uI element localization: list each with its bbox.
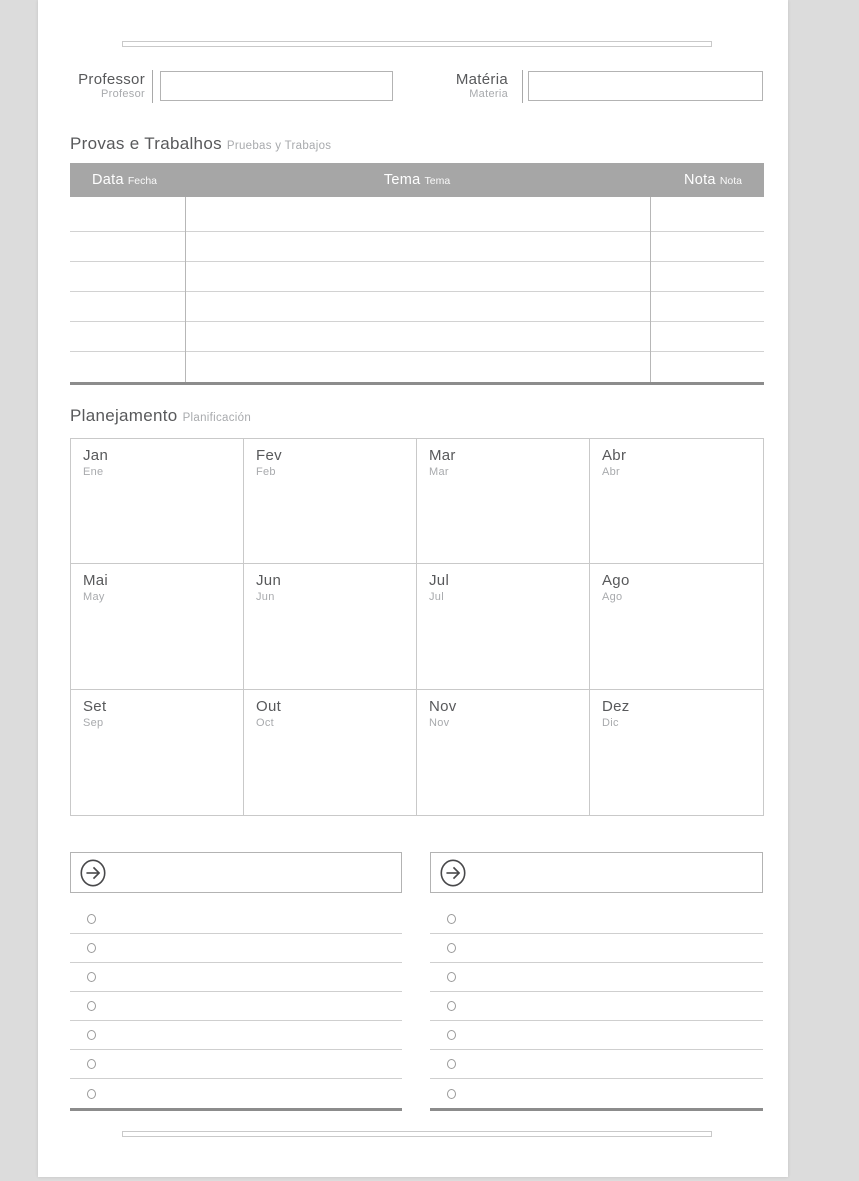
- materia-field-label: [401, 71, 508, 101]
- todo-item[interactable]: [430, 992, 763, 1021]
- exams-section-title: [70, 134, 331, 154]
- cell-nota[interactable]: [650, 232, 764, 261]
- todo-column-right: [430, 852, 763, 1111]
- bottom-decorative-bar: [122, 1131, 712, 1137]
- month-cell[interactable]: [244, 564, 417, 689]
- todo-item[interactable]: [70, 1050, 402, 1079]
- month-sublabel: Abr: [602, 466, 621, 478]
- month-label: Ago: [602, 572, 630, 590]
- todo-item[interactable]: [70, 1021, 402, 1050]
- month-sublabel: Ago: [602, 591, 623, 604]
- materia-sublabel: Materia: [469, 88, 508, 100]
- todo-circle-checkbox[interactable]: [447, 972, 456, 982]
- exams-table-header: [70, 163, 764, 197]
- professor-field-divider: [152, 70, 153, 103]
- month-label: Mar: [429, 447, 456, 464]
- month-cell[interactable]: [244, 690, 417, 815]
- month-sublabel: Jul: [429, 591, 444, 604]
- cell-data[interactable]: [70, 197, 185, 231]
- table-row: [70, 262, 764, 292]
- month-label: Jul: [429, 572, 450, 590]
- materia-input[interactable]: [528, 71, 763, 101]
- exams-subtitle: Pruebas y Trabajos: [226, 140, 332, 152]
- month-label: Fev: [256, 447, 282, 464]
- todo-circle-checkbox[interactable]: [87, 1089, 96, 1099]
- month-cell[interactable]: [244, 439, 417, 564]
- todo-item[interactable]: [430, 934, 763, 963]
- professor-input[interactable]: [160, 71, 393, 101]
- month-sublabel: Mar: [429, 466, 449, 478]
- month-sublabel: Nov: [429, 716, 450, 729]
- month-sublabel: Feb: [256, 466, 276, 478]
- month-cell[interactable]: [590, 564, 763, 689]
- todo-circle-checkbox[interactable]: [87, 1059, 96, 1069]
- month-sublabel: Jun: [256, 591, 275, 604]
- todo-circle-checkbox[interactable]: [87, 972, 96, 982]
- table-row: [70, 322, 764, 352]
- arrow-right-circle-icon: [78, 858, 108, 888]
- todo-circle-checkbox[interactable]: [87, 943, 96, 953]
- todo-circle-checkbox[interactable]: [447, 943, 456, 953]
- month-cell[interactable]: [417, 439, 590, 564]
- table-row: [70, 352, 764, 382]
- cell-data[interactable]: [70, 322, 185, 351]
- todo-column-left: [70, 852, 402, 1111]
- todo-item[interactable]: [430, 905, 763, 934]
- planning-section-title: [70, 406, 251, 426]
- cell-nota[interactable]: [650, 292, 764, 321]
- month-label: Out: [256, 697, 282, 715]
- month-sublabel: Ene: [83, 466, 104, 478]
- todo-header-right[interactable]: [430, 852, 763, 893]
- professor-sublabel: Profesor: [101, 88, 145, 100]
- cell-nota[interactable]: [650, 197, 764, 231]
- cell-tema[interactable]: [185, 197, 650, 231]
- cell-tema[interactable]: [185, 322, 650, 351]
- cell-nota[interactable]: [650, 262, 764, 291]
- todo-item[interactable]: [430, 1050, 763, 1079]
- materia-label: Matéria: [455, 71, 508, 88]
- planner-page: [38, 0, 788, 1177]
- todo-item[interactable]: [70, 992, 402, 1021]
- cell-tema[interactable]: [185, 232, 650, 261]
- table-row: [70, 197, 764, 232]
- cell-nota[interactable]: [650, 352, 764, 382]
- month-sublabel: Sep: [83, 716, 104, 729]
- exams-table: [70, 163, 764, 385]
- month-cell[interactable]: [417, 690, 590, 815]
- arrow-right-circle-icon: [438, 858, 468, 888]
- todo-circle-checkbox[interactable]: [87, 914, 96, 924]
- todo-item[interactable]: [430, 1079, 763, 1108]
- todo-item[interactable]: [70, 905, 402, 934]
- todo-item[interactable]: [70, 934, 402, 963]
- todo-item[interactable]: [70, 1079, 402, 1108]
- month-label: Dez: [602, 697, 630, 715]
- column-divider-2: [650, 197, 651, 382]
- month-label: Mai: [83, 572, 109, 590]
- todo-item[interactable]: [70, 963, 402, 992]
- month-label: Jan: [83, 447, 109, 464]
- column-divider-1: [185, 197, 186, 382]
- cell-tema[interactable]: [185, 262, 650, 291]
- todo-circle-checkbox[interactable]: [87, 1001, 96, 1011]
- todo-circle-checkbox[interactable]: [447, 1089, 456, 1099]
- table-row: [70, 232, 764, 262]
- todo-list-left: [70, 905, 402, 1111]
- month-sublabel: May: [83, 591, 105, 604]
- month-cell[interactable]: [417, 564, 590, 689]
- cell-nota[interactable]: [650, 322, 764, 351]
- table-row: [70, 292, 764, 322]
- materia-field-divider: [522, 70, 523, 103]
- month-sublabel: Dic: [602, 716, 619, 729]
- cell-tema[interactable]: [185, 352, 650, 382]
- professor-label: Professor: [78, 71, 145, 88]
- cell-data[interactable]: [70, 292, 185, 321]
- todo-circle-checkbox[interactable]: [447, 914, 456, 924]
- cell-data[interactable]: [70, 262, 185, 291]
- cell-data[interactable]: [70, 232, 185, 261]
- month-cell[interactable]: [590, 690, 763, 815]
- cell-data[interactable]: [70, 352, 185, 382]
- month-label: Set: [83, 697, 107, 715]
- column-header-nota: Nota Nota: [683, 172, 742, 188]
- top-decorative-bar: [122, 41, 712, 47]
- month-cell[interactable]: [71, 564, 244, 689]
- planning-title: Planejamento: [70, 406, 178, 425]
- month-label: Abr: [602, 447, 627, 464]
- professor-field-label: [38, 71, 145, 101]
- month-cell[interactable]: [71, 690, 244, 815]
- column-header-tema: Tema Tema: [383, 172, 451, 188]
- todo-item[interactable]: [430, 1021, 763, 1050]
- todo-circle-checkbox[interactable]: [447, 1001, 456, 1011]
- todo-item[interactable]: [430, 963, 763, 992]
- column-header-data: Data Fecha: [92, 172, 158, 188]
- month-label: Jun: [256, 572, 282, 590]
- todo-circle-checkbox[interactable]: [87, 1030, 96, 1040]
- exams-title: Provas e Trabalhos: [70, 134, 222, 153]
- month-cell[interactable]: [590, 439, 763, 564]
- planning-subtitle: Planificación: [182, 412, 252, 424]
- cell-tema[interactable]: [185, 292, 650, 321]
- todo-circle-checkbox[interactable]: [447, 1059, 456, 1069]
- todo-circle-checkbox[interactable]: [447, 1030, 456, 1040]
- todo-list-right: [430, 905, 763, 1111]
- months-grid: [70, 438, 764, 816]
- month-label: Nov: [429, 697, 457, 715]
- todo-header-left[interactable]: [70, 852, 402, 893]
- month-sublabel: Oct: [256, 716, 275, 729]
- exams-table-body: [70, 197, 764, 385]
- month-cell[interactable]: [71, 439, 244, 564]
